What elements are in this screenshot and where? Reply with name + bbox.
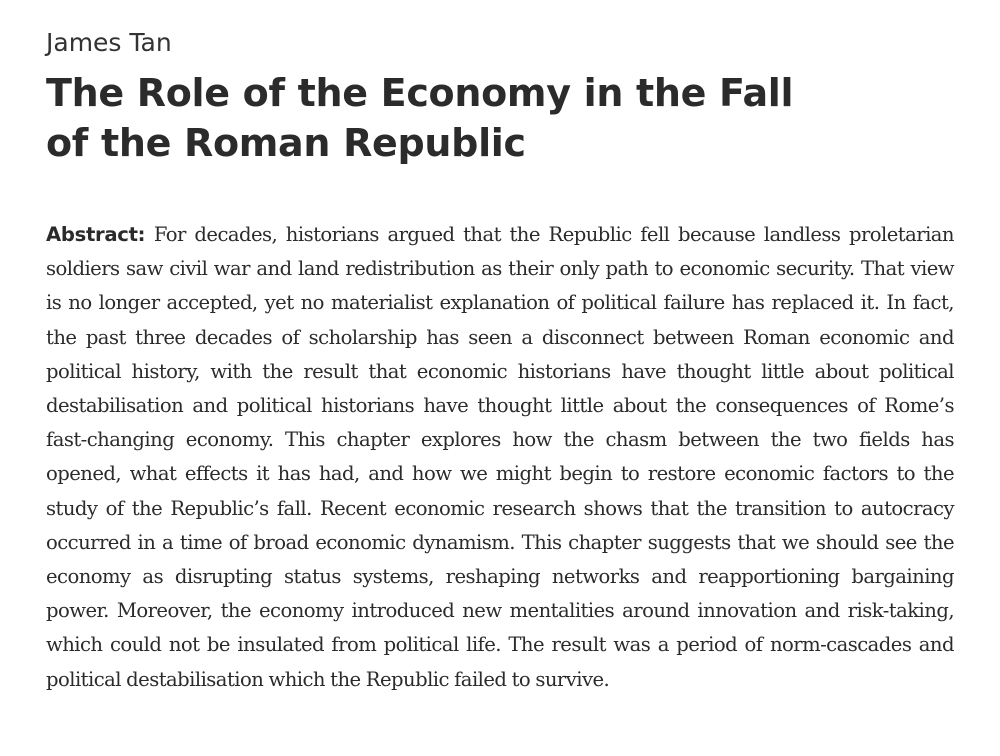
abstract-text: For decades, historians argued that the Republic fell because landless proletarian soldiers saw civil war and land redistribution as their only path to economic security. That view is no longer accepted, yet no materialist explanation of political failure has replaced it. In fact, the past three decades of scholarship has seen a disconnect between Roman economic and political history, with the result that economic historians have thought little about political destabilisation and political historians have thought little about the consequences of Rome’s fast-changing economy. This chapter explores how the chasm between the two fields has opened, what effects it has had, and how we might begin to restore economic factors to the study of the Republic’s fall. Recent economic research shows that the transition to autocracy occurred in a time of broad economic dynamism. This chapter suggests that we should see the economy as disrupting status systems, reshaping networks and reapportioning bargaining power. Moreover, the economy introduced new mentalities around innovation and risk-taking, which could not be insulated from political life. The result was a period of norm-cascades and political destabilisation which the Republic failed to survive. <box>46 223 954 691</box>
abstract-label: Abstract: <box>46 223 146 246</box>
chapter-header <box>46 24 954 697</box>
author-name: James Tan <box>46 28 172 57</box>
chapter-title-line-2: of the Roman Republic <box>46 121 526 165</box>
chapter-title-line-1: The Role of the Economy in the Fall <box>46 71 794 115</box>
abstract <box>46 218 954 697</box>
chapter-title <box>46 68 954 168</box>
